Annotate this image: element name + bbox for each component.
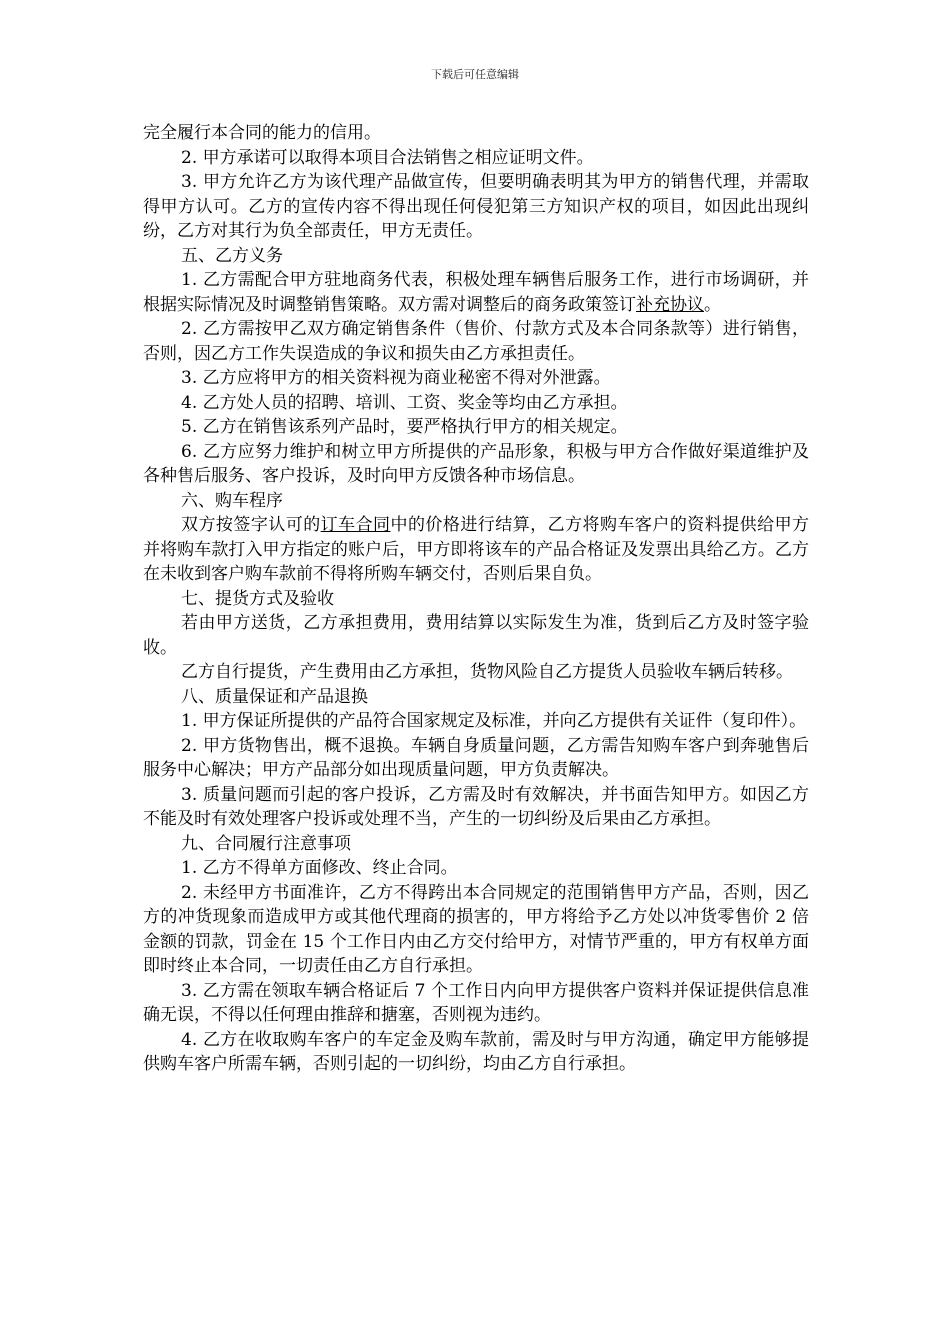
link-supplementary-agreement[interactable]: 补充协议	[636, 294, 704, 315]
section-heading: 七、提货方式及验收	[181, 588, 334, 609]
paragraph: 3. 甲方允许乙方为该代理产品做宣传，但要明确表明其为甲方的销售代理，并需取得甲方认可。乙方的宣传内容不得出现任何侵犯第三方知识产权的项目，如因此出现纠纷，乙方对其行为负全部责任，甲方无责任。	[143, 172, 809, 241]
paragraph: 4. 乙方在收取购车客户的车定金及购车款前，需及时与甲方沟通，确定甲方能够提供购车客户所需车辆，否则引起的一切纠纷，均由乙方自行承担。	[143, 1029, 809, 1074]
paragraph-text: 双方按签字认可的	[181, 515, 321, 535]
paragraph: 6. 乙方应努力维护和树立甲方所提供的产品形象，积极与甲方合作做好渠道维护及各种售后服务、客户投诉，及时向甲方反馈各种市场信息。	[143, 441, 809, 486]
paragraph: 3. 质量问题而引起的客户投诉，乙方需及时有效解决，并书面告知甲方。如因乙方不能及时有效处理客户投诉或处理不当，产生的一切纠纷及后果由乙方承担。	[143, 784, 809, 829]
section-heading: 六、购车程序	[181, 490, 283, 511]
paragraph: 2. 未经甲方书面准许，乙方不得跨出本合同规定的范围销售甲方产品，否则，因乙方的冲货现象而造成甲方或其他代理商的损害的，甲方将给予乙方处以冲货零售价 2 倍金额的罚款，罚金在 15 个工作日内由乙方交付给甲方，对情节严重的，甲方有权单方面即时终止本合同，一切责任由乙方自行承担。	[143, 882, 809, 976]
paragraph: 1. 甲方保证所提供的产品符合国家规定及标准，并向乙方提供有关证件（复印件）。	[181, 711, 807, 731]
paragraph: 1. 乙方不得单方面修改、终止合同。	[181, 858, 458, 878]
paragraph: 3. 乙方应将甲方的相关资料视为商业秘密不得对外泄露。	[181, 368, 611, 388]
paragraph: 2. 甲方承诺可以取得本项目合法销售之相应证明文件。	[181, 147, 594, 168]
section-heading: 八、质量保证和产品退换	[181, 686, 368, 707]
paragraph: 2. 甲方货物售出，概不退换。车辆自身质量问题，乙方需告知购车客户到奔驰售后服务中心解决；甲方产品部分如出现质量问题，甲方负责解决。	[143, 735, 809, 780]
paragraph-text: 。	[704, 294, 721, 315]
paragraph	[143, 513, 809, 587]
paragraph: 完全履行本合同的能力的信用。	[143, 123, 381, 143]
paragraph: 5. 乙方在销售该系列产品时，要严格执行甲方的相关规定。	[181, 417, 628, 437]
document-body	[143, 121, 809, 1077]
paragraph: 乙方自行提货，产生费用由乙方承担，货物风险自乙方提货人员验收车辆后转移。	[181, 662, 793, 682]
paragraph-text: 中的价格进行结算，乙方将购车客户的资料提供给甲方并将购车款打入甲方指定的账户后，甲方即将该车的产品合格证及发票出具给乙方。乙方在未收到客户购车款前不得将所购车辆交付，否则后果自负。	[143, 515, 810, 584]
paragraph: 若由甲方送货，乙方承担费用，费用结算以实际发生为准，货到后乙方及时签字验收。	[143, 613, 809, 658]
page-header: 下载后可任意编辑	[431, 68, 519, 81]
paragraph: 2. 乙方需按甲乙双方确定销售条件（售价、付款方式及本合同条款等）进行销售，否则，因乙方工作失误造成的争议和损失由乙方承担责任。	[143, 319, 809, 364]
paragraph-text: 1. 乙方需配合甲方驻地商务代表，积极处理车辆售后服务工作，进行市场调研，并根据实际情况及时调整销售策略。双方需对调整后的商务政策签订	[143, 270, 809, 315]
paragraph: 3. 乙方需在领取车辆合格证后 7 个工作日内向甲方提供客户资料并保证提供信息准确无误，不得以任何理由推辞和搪塞，否则视为违约。	[143, 980, 809, 1025]
section-heading: 五、乙方义务	[181, 245, 283, 266]
paragraph: 4. 乙方处人员的招聘、培训、工资、奖金等均由乙方承担。	[181, 392, 628, 413]
section-heading: 九、合同履行注意事项	[181, 833, 351, 854]
link-order-contract[interactable]: 订车合同	[320, 515, 391, 535]
paragraph	[143, 268, 809, 317]
